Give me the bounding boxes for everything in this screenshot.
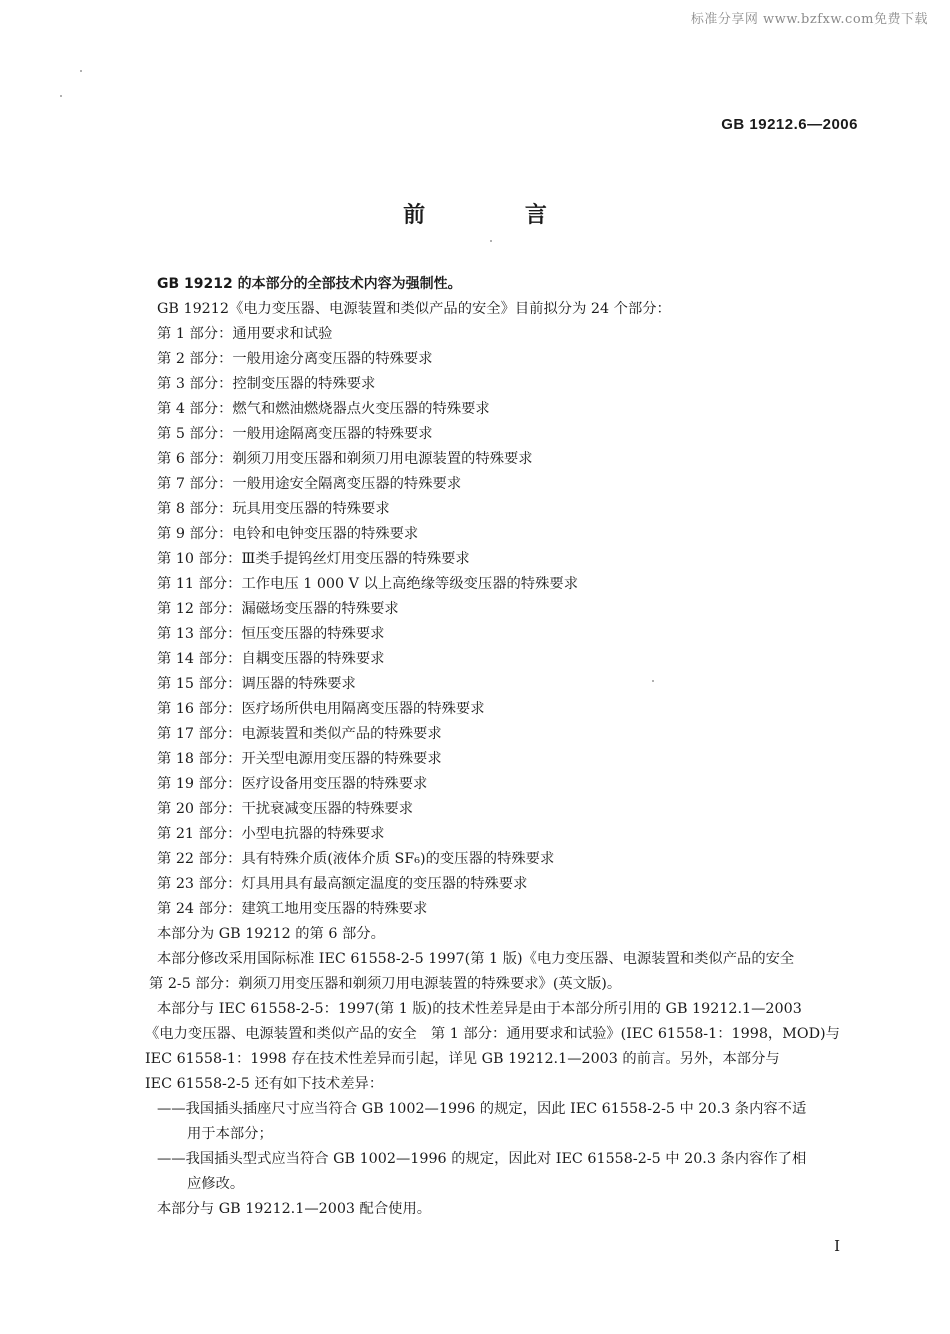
parts-list (157, 322, 857, 922)
difference-line: 《电力变压器、电源装置和类似产品的安全 第 1 部分：通用要求和试验》(IEC 61558-1：1998，MOD)与 (145, 1026, 840, 1042)
part-item: 第 3 部分：控制变压器的特殊要求 (157, 376, 376, 392)
part-item: 第 14 部分：自耦变压器的特殊要求 (157, 651, 385, 667)
difference-line: IEC 61558-1：1998 存在技术性差异而引起，详见 GB 19212.1—2003 的前言。另外，本部分与 (145, 1051, 780, 1067)
part-item: 第 9 部分：电铃和电钟变压器的特殊要求 (157, 526, 419, 542)
page-title: 前 言 (403, 203, 593, 228)
part-item: 第 4 部分：燃气和燃油燃烧器点火变压器的特殊要求 (157, 401, 490, 417)
part-item: 第 5 部分：一般用途隔离变压器的特殊要求 (157, 426, 433, 442)
bullet-first-line: ——我国插头插座尺寸应当符合 GB 1002—1996 的规定，因此 IEC 61558-2-5 中 20.3 条内容不适 (157, 1101, 807, 1117)
part-item: 第 2 部分：一般用途分离变压器的特殊要求 (157, 351, 433, 367)
part-item: 第 6 部分：剃须刀用变压器和剃须刀用电源装置的特殊要求 (157, 451, 533, 467)
part-item: 第 19 部分：医疗设备用变压器的特殊要求 (157, 776, 428, 792)
page-number: I (834, 1237, 840, 1255)
bullet-continuation: 应修改。 (187, 1176, 245, 1192)
watermark-text: 标准分享网 www.bzfxw.com免费下载 (690, 12, 928, 27)
difference-line: 本部分与 IEC 61558-2-5：1997(第 1 版)的技术性差异是由于本部分所引用的 GB 19212.1—2003 (157, 1001, 802, 1017)
part-item: 第 20 部分：干扰衰减变压器的特殊要求 (157, 801, 414, 817)
scan-speck (80, 70, 82, 72)
adoption-line: 第 2-5 部分：剃须刀用变压器和剃须刀用电源装置的特殊要求》(英文版)。 (149, 976, 622, 992)
part-item: 第 10 部分：Ⅲ类手提钨丝灯用变压器的特殊要求 (157, 551, 470, 567)
part-item: 第 21 部分：小型电抗器的特殊要求 (157, 826, 385, 842)
part-item: 第 22 部分：具有特殊介质(液体介质 SF₆)的变压器的特殊要求 (157, 851, 555, 867)
part-item: 第 8 部分：玩具用变压器的特殊要求 (157, 501, 390, 517)
difference-line: IEC 61558-2-5 还有如下技术差异： (145, 1076, 384, 1092)
part-item: 第 7 部分：一般用途安全隔离变压器的特殊要求 (157, 476, 462, 492)
part-item: 第 24 部分：建筑工地用变压器的特殊要求 (157, 901, 428, 917)
intro-line: GB 19212《电力变压器、电源装置和类似产品的安全》目前拟分为 24 个部分： (157, 301, 671, 317)
this-part-line: 本部分为 GB 19212 的第 6 部分。 (157, 926, 385, 942)
part-item: 第 11 部分：工作电压 1 000 V 以上高绝缘等级变压器的特殊要求 (157, 576, 578, 592)
document-number: GB 19212.6—2006 (721, 116, 858, 133)
mandatory-statement: GB 19212 的本部分的全部技术内容为强制性。 (157, 276, 462, 292)
part-item: 第 16 部分：医疗场所供电用隔离变压器的特殊要求 (157, 701, 485, 717)
part-item: 第 15 部分：调压器的特殊要求 (157, 676, 356, 692)
bullet-continuation: 用于本部分； (187, 1126, 273, 1142)
part-item: 第 12 部分：漏磁场变压器的特殊要求 (157, 601, 399, 617)
scan-speck (490, 240, 492, 242)
part-item: 第 1 部分：通用要求和试验 (157, 326, 333, 342)
part-item: 第 23 部分：灯具用具有最高额定温度的变压器的特殊要求 (157, 876, 528, 892)
document-body (145, 272, 857, 1222)
bullet-first-line: ——我国插头型式应当符合 GB 1002—1996 的规定，因此对 IEC 61558-2-5 中 20.3 条内容作了相 (157, 1151, 807, 1167)
part-item: 第 13 部分：恒压变压器的特殊要求 (157, 626, 385, 642)
scan-speck (60, 95, 62, 97)
closing-line: 本部分与 GB 19212.1—2003 配合使用。 (157, 1201, 432, 1217)
part-item: 第 17 部分：电源装置和类似产品的特殊要求 (157, 726, 442, 742)
adoption-line: 本部分修改采用国际标准 IEC 61558-2-5 1997(第 1 版)《电力变压器、电源装置和类似产品的安全 (157, 951, 795, 967)
part-item: 第 18 部分：开关型电源用变压器的特殊要求 (157, 751, 442, 767)
